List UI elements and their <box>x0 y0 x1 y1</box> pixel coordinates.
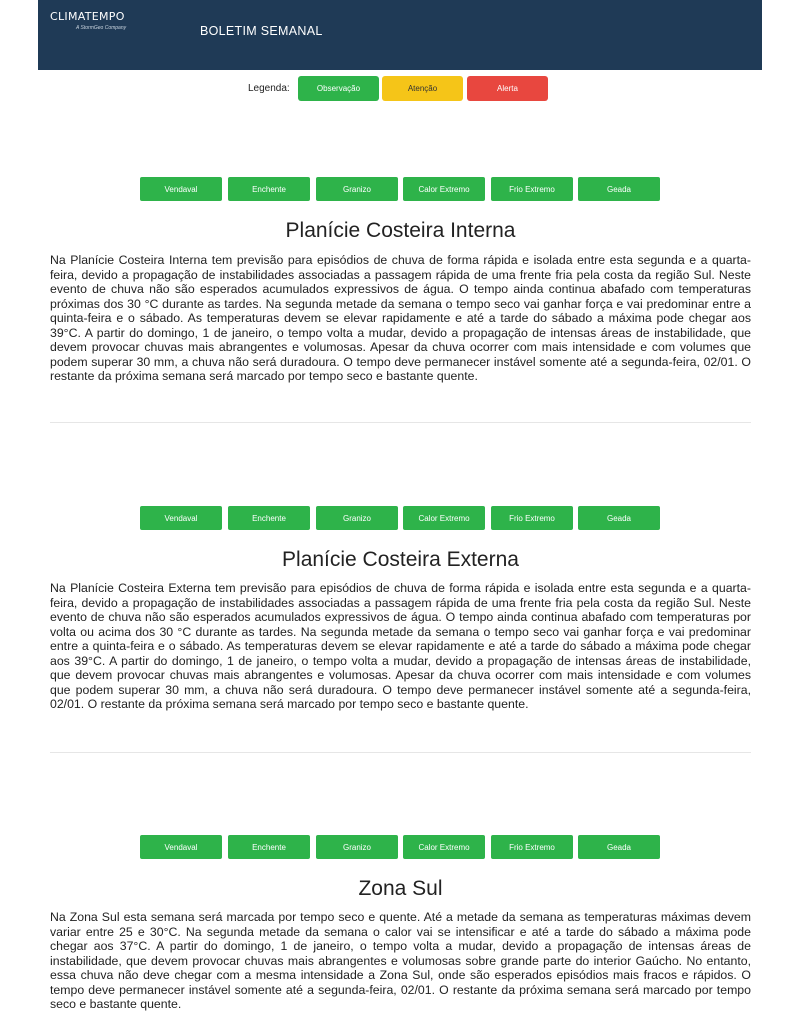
hazard-button-calor-extremo[interactable]: Calor Extremo <box>403 177 485 201</box>
hazard-button-enchente[interactable]: Enchente <box>228 177 310 201</box>
hazard-button-granizo[interactable]: Granizo <box>316 835 398 859</box>
report-title: BOLETIM SEMANAL <box>200 24 323 38</box>
legend-label: Legenda: <box>248 83 290 94</box>
section-text: Na Planície Costeira Externa tem previsão para episódios de chuva de forma rápida e isolada entre esta segunda e a quarta-feira, devido a propagação de instabilidades associadas a passagem rápida de uma frente fria pela costa da região Sul. Neste evento de chuva não são esperados acumulados expressivos de água. O tempo ainda continua abafado com temperaturas por volta ou acima dos 30 °C durante as tardes. Na segunda metade da semana o tempo seco vai ganhar força e vai predominar entre a quinta-feira e o sábado. As temperaturas devem se elevar rapidamente e até a tarde do sábado a máxima pode chegar aos 39°C. A partir do domingo, 1 de janeiro, o tempo volta a mudar, devido a propagação de intensas áreas de instabilidade, que devem provocar chuvas mais abrangentes e volumosas. Apesar da chuva ocorrer com mais intensidade e com volumes que podem superar 30 mm, a chuva não será duradoura. O tempo deve permanecer instável somente até a segunda-feira, 02/01. O restante da próxima semana será marcado por tempo seco e bastante quente. <box>50 581 751 711</box>
hazard-buttons <box>140 177 660 201</box>
hazard-button-enchente[interactable]: Enchente <box>228 835 310 859</box>
hazard-buttons <box>140 835 660 859</box>
hazard-button-vendaval[interactable]: Vendaval <box>140 835 222 859</box>
section-divider <box>50 752 751 753</box>
hazard-button-frio-extremo[interactable]: Frio Extremo <box>491 177 573 201</box>
header-bar <box>38 0 762 70</box>
hazard-button-calor-extremo[interactable]: Calor Extremo <box>403 506 485 530</box>
hazard-button-calor-extremo[interactable]: Calor Extremo <box>403 835 485 859</box>
hazard-button-geada[interactable]: Geada <box>578 835 660 859</box>
hazard-buttons <box>140 506 660 530</box>
logo-subtitle: A StormGeo Company <box>76 25 127 31</box>
hazard-button-geada[interactable]: Geada <box>578 177 660 201</box>
hazard-button-geada[interactable]: Geada <box>578 506 660 530</box>
section-title: Planície Costeira Interna <box>285 219 516 242</box>
legend-atencao: Atenção <box>382 76 463 101</box>
hazard-button-granizo[interactable]: Granizo <box>316 506 398 530</box>
legend-alerta: Alerta <box>467 76 548 101</box>
section-text: Na Planície Costeira Interna tem previsão para episódios de chuva de forma rápida e isolada entre esta segunda e a quarta-feira, devido a propagação de instabilidades associadas a passagem rápida de uma frente fria pela costa da região Sul. Neste evento de chuva não são esperados acumulados expressivos de água. O tempo ainda continua abafado com temperaturas próximas dos 30 °C durante as tardes. Na segunda metade da semana o tempo seco vai ganhar força e vai predominar entre a quinta-feira e o sábado. As temperaturas devem se elevar rapidamente e até a tarde do sábado a máxima pode chegar aos 39°C. A partir do domingo, 1 de janeiro, o tempo volta a mudar, devido a propagação de intensas áreas de instabilidade, que devem provocar chuvas mais abrangentes e volumosas. Apesar da chuva ocorrer com mais intensidade e com volumes que podem superar 30 mm, a chuva não será duradoura. O tempo deve permanecer instável somente até a segunda-feira, 02/01. O restante da próxima semana será marcado por tempo seco e bastante quente. <box>50 253 751 383</box>
hazard-button-vendaval[interactable]: Vendaval <box>140 506 222 530</box>
section-title: Planície Costeira Externa <box>282 548 519 571</box>
section-text: Na Zona Sul esta semana será marcada por tempo seco e quente. Até a metade da semana as temperaturas máximas devem variar entre 25 e 30°C. Na segunda metade da semana o calor vai se intensificar e até a tarde do sábado a máxima pode chegar aos 37°C. A partir do domingo, 1 de janeiro, o tempo volta a mudar, devido a propagação de intensas áreas de instabilidade, que devem provocar chuvas mais abrangentes e volumosas sobre grande parte do interior Gaúcho. No entanto, essa chuva não deve chegar com a mesma intensidade a Zona Sul, onde são esperados episódios mais fracos e rápidos. O tempo deve permanecer instável somente até a segunda-feira, 02/01. O restante da próxima semana será marcado por tempo seco e bastante quente. <box>50 910 751 1011</box>
section-title: Zona Sul <box>358 877 443 900</box>
legend <box>0 76 801 102</box>
hazard-button-frio-extremo[interactable]: Frio Extremo <box>491 835 573 859</box>
hazard-button-vendaval[interactable]: Vendaval <box>140 177 222 201</box>
legend-observacao: Observação <box>298 76 379 101</box>
hazard-button-frio-extremo[interactable]: Frio Extremo <box>491 506 573 530</box>
hazard-button-granizo[interactable]: Granizo <box>316 177 398 201</box>
climatempo-logo: CLIMATEMPO <box>50 10 125 23</box>
section-divider <box>50 422 751 423</box>
hazard-button-enchente[interactable]: Enchente <box>228 506 310 530</box>
